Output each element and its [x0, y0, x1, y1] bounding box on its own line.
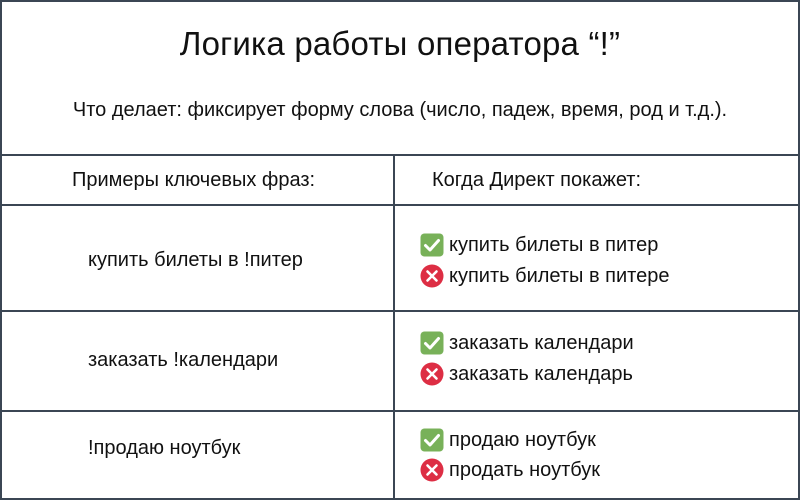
cross-mark-icon — [420, 264, 444, 288]
header-divider — [2, 204, 798, 206]
result-match — [420, 232, 658, 258]
slide-title: Логика работы оператора “!” — [179, 25, 621, 62]
result-no-match — [420, 457, 600, 483]
cross-mark-icon — [420, 458, 444, 482]
row-divider — [2, 310, 798, 312]
result-no-match-text: купить билеты в питере — [449, 265, 670, 287]
result-no-match — [420, 263, 669, 289]
result-match-text: продаю ноутбук — [449, 429, 596, 451]
result-match — [420, 330, 634, 356]
result-no-match-text: продать ноутбук — [449, 459, 600, 481]
cross-mark-icon — [420, 362, 444, 386]
phrase-cell: !продаю ноутбук — [88, 437, 241, 459]
row-divider — [2, 410, 798, 412]
column-divider — [393, 154, 395, 498]
check-mark-icon — [420, 233, 444, 257]
slide-subtitle: Что делает: фиксирует форму слова (число, падеж, время, род и т.д.). — [72, 99, 728, 121]
result-match — [420, 427, 596, 453]
result-no-match-text: заказать календарь — [449, 363, 633, 385]
phrase-cell: купить билеты в !питер — [88, 249, 303, 271]
check-mark-icon — [420, 428, 444, 452]
result-match-text: купить билеты в питер — [449, 234, 659, 256]
phrase-cell: заказать !календари — [88, 349, 279, 371]
result-no-match — [420, 361, 633, 387]
check-mark-icon — [420, 331, 444, 355]
header-examples: Примеры ключевых фраз: — [72, 169, 316, 191]
header-results: Когда Директ покажет: — [432, 169, 641, 191]
result-match-text: заказать календари — [449, 332, 634, 354]
